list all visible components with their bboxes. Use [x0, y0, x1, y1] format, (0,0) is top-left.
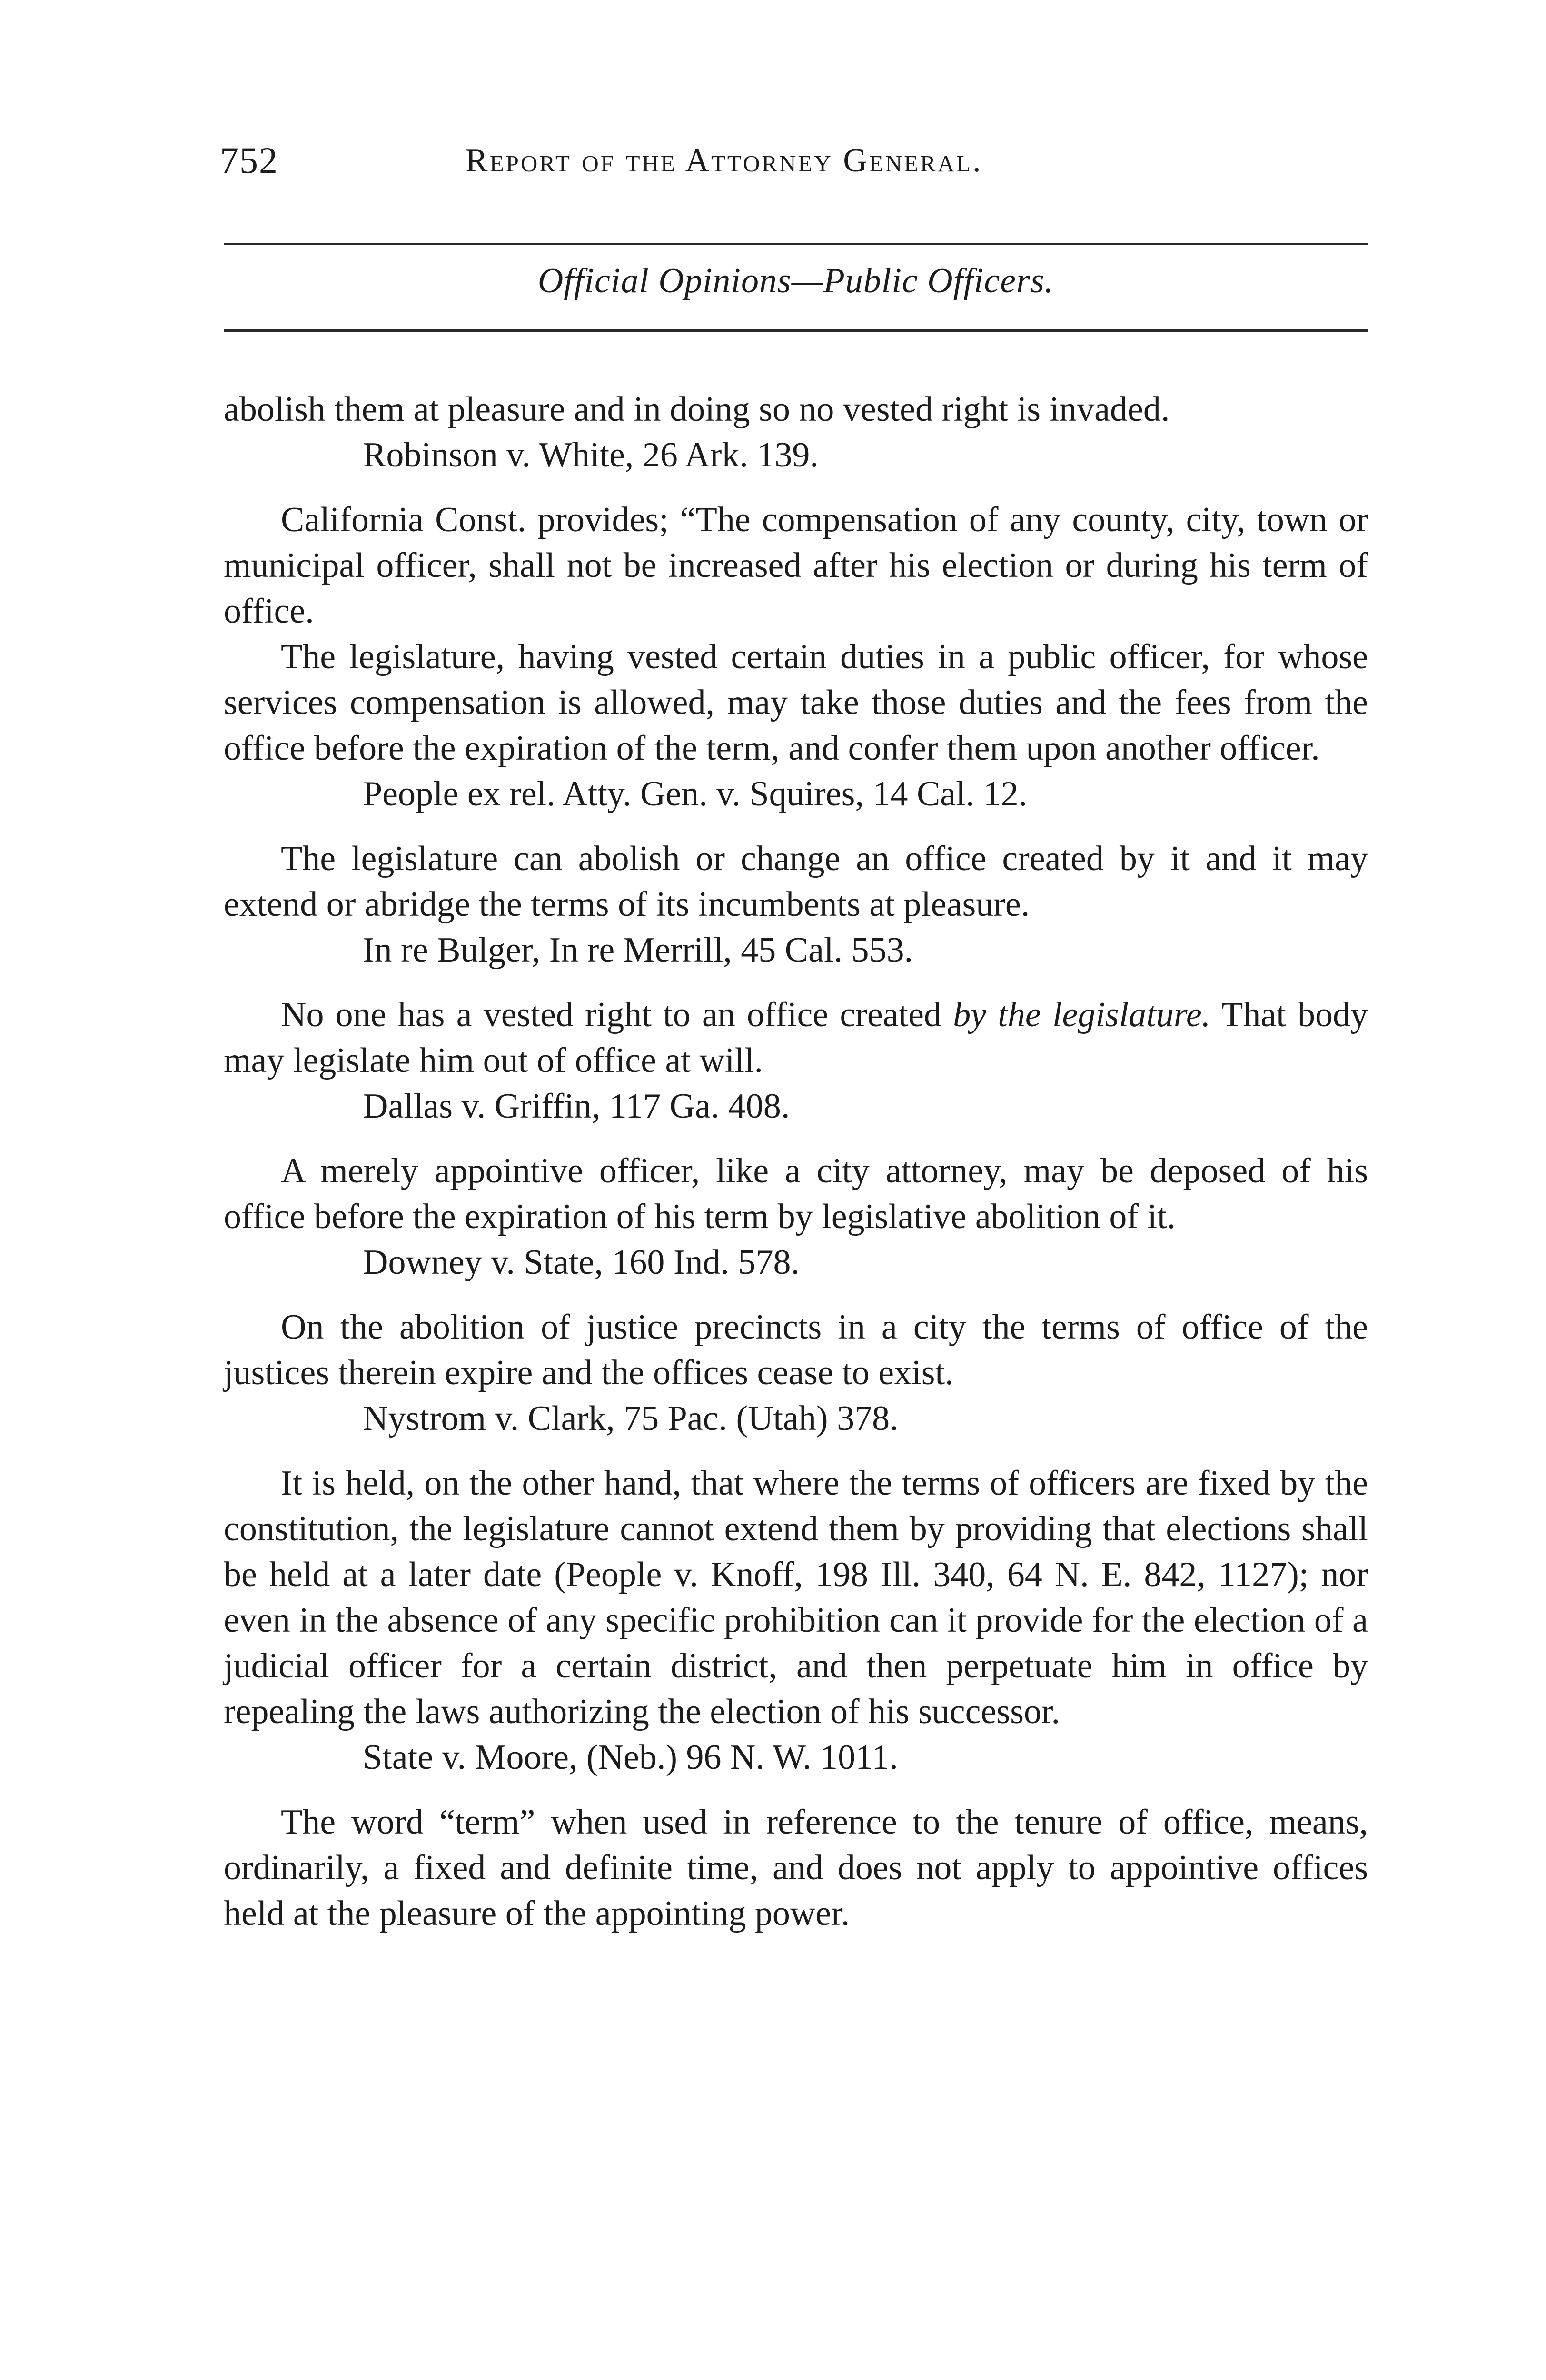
- paragraph: The legislature, having vested certain duties in a public officer, for whose services compensation is allowed, may take those duties and the fees from the office before the expiration of the term, and confer them upon another officer.: [224, 637, 1368, 768]
- page-body: [224, 387, 1368, 1936]
- paragraph: [224, 992, 1368, 1083]
- paragraph: California Const. provides; “The compensation of any county, city, town or municipal officer, shall not be increased after his election or during his term of office.: [224, 500, 1368, 631]
- case-citation: Nystrom v. Clark, 75 Pac. (Utah) 378.: [363, 1399, 899, 1438]
- case-citation: Dallas v. Griffin, 117 Ga. 408.: [363, 1087, 790, 1126]
- paragraph: The word “term” when used in reference to the tenure of office, means, ordinarily, a fixed and definite time, and does not apply to appointive offices held at the pleasure of the appointing power.: [224, 1803, 1368, 1933]
- case-citation: State v. Moore, (Neb.) 96 N. W. 1011.: [363, 1738, 898, 1777]
- paragraph: It is held, on the other hand, that where the terms of officers are fixed by the constitution, the legislature cannot extend them by providing that elections shall be held at a later date (People v. Knoff, 198 Ill. 340, 64 N. E. 842, 1127); nor even in the absence of any specific prohibition can it provide for the election of a judicial officer for a certain district, and then perpetuate him in office by repealing the laws authorizing the election of his successor.: [224, 1464, 1368, 1731]
- case-citation: Downey v. State, 160 Ind. 578.: [363, 1243, 800, 1282]
- running-title: Report of the Attorney General.: [466, 142, 983, 179]
- case-citation: In re Bulger, In re Merrill, 45 Cal. 553.: [363, 931, 913, 970]
- paragraph: A merely appointive officer, like a city attorney, may be deposed of his office before the expiration of his term by legislative abolition of it.: [224, 1151, 1368, 1236]
- header-rule-top: [224, 243, 1368, 245]
- case-citation: Robinson v. White, 26 Ark. 139.: [363, 436, 819, 475]
- italic-emphasis: by the legislature.: [953, 995, 1211, 1034]
- paragraph: On the abolition of justice precincts in a city the terms of office of the justices therein expire and the offices cease to exist.: [224, 1308, 1368, 1392]
- paragraph: abolish them at pleasure and in doing so no vested right is invaded.: [224, 390, 1170, 429]
- paragraph-text: No one has a vested right to an office created: [281, 995, 953, 1034]
- page-number: 752: [220, 139, 278, 181]
- paragraph-text: That body may legislate him out of office at will.: [224, 995, 1368, 1080]
- case-citation: People ex rel. Atty. Gen. v. Squires, 14 Cal. 12.: [363, 774, 1028, 813]
- header-rule-bottom: [224, 329, 1368, 332]
- paragraph: The legislature can abolish or change an office created by it and it may extend or abridge the terms of its incumbents at pleasure.: [224, 839, 1368, 924]
- section-title: Official Opinions—Public Officers.: [537, 261, 1054, 300]
